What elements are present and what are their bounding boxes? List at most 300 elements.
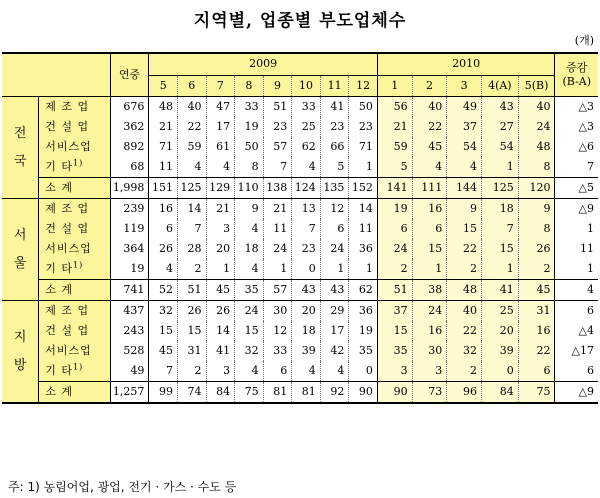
table-cell: 14 [349, 199, 378, 220]
table-cell: 57 [263, 137, 292, 157]
table-cell: 1 [349, 259, 378, 280]
table-cell: 71 [149, 137, 178, 157]
table-cell: 59 [377, 137, 412, 157]
table-cell: 4 [320, 361, 349, 382]
table-cell: 11 [349, 219, 378, 239]
table-cell: 39 [481, 341, 518, 361]
table-cell: 41 [206, 341, 235, 361]
table-cell: 24 [377, 239, 412, 259]
table-cell: 1 [206, 259, 235, 280]
table-cell: 23 [320, 117, 349, 137]
table-cell: 11 [555, 239, 598, 259]
table-cell: 15 [149, 321, 178, 341]
header-month-2009: 8 [235, 75, 264, 97]
table-cell: 151 [149, 178, 178, 199]
table-cell: 2 [447, 259, 482, 280]
table-cell: 36 [349, 239, 378, 259]
table-cell: 19 [349, 321, 378, 341]
table-cell: 99 [149, 382, 178, 404]
row-label-text: 건 설 업 [45, 222, 90, 235]
table-cell: 19 [110, 259, 149, 280]
table-cell: 21 [206, 199, 235, 220]
table-cell: 1 [481, 157, 518, 178]
table-row [2, 137, 598, 157]
table-cell: 22 [447, 239, 482, 259]
table-cell: 119 [110, 219, 149, 239]
table-cell: 75 [518, 382, 555, 404]
table-cell: 16 [518, 321, 555, 341]
table-cell: 2 [447, 361, 482, 382]
region-label [2, 97, 39, 199]
table-cell: 741 [110, 280, 149, 301]
table-cell: 31 [518, 301, 555, 322]
row-label-text: 서비스업 [45, 140, 92, 153]
table-cell: 32 [235, 341, 264, 361]
table-cell: 84 [206, 382, 235, 404]
row-label [39, 361, 110, 382]
table-cell: 51 [177, 280, 206, 301]
table-cell: 135 [320, 178, 349, 199]
table-cell: 17 [206, 117, 235, 137]
table-cell: 31 [177, 341, 206, 361]
row-label-text: 소 계 [45, 283, 73, 296]
row-label [39, 321, 110, 341]
table-cell: 8 [518, 157, 555, 178]
table-cell: 7 [292, 219, 321, 239]
table-row [2, 301, 598, 322]
table-cell: 4 [555, 280, 598, 301]
table-cell: 152 [349, 178, 378, 199]
header-row-years [2, 53, 598, 75]
table-cell: 30 [412, 341, 447, 361]
table-cell: 19 [235, 117, 264, 137]
row-label [39, 157, 110, 178]
table-cell: 9 [235, 199, 264, 220]
row-label [39, 199, 110, 220]
table-cell: 125 [481, 178, 518, 199]
table-cell: 129 [206, 178, 235, 199]
table-cell: 120 [518, 178, 555, 199]
table-cell: 138 [263, 178, 292, 199]
table-cell: 8 [518, 219, 555, 239]
table-row [2, 341, 598, 361]
header-month-2009: 11 [320, 75, 349, 97]
row-label [39, 137, 110, 157]
row-label-text: 제 조 업 [45, 202, 90, 215]
table-cell: 48 [447, 280, 482, 301]
header-month-2009: 7 [206, 75, 235, 97]
table-cell: △9 [555, 382, 598, 404]
header-month-2009: 6 [177, 75, 206, 97]
table-cell: 4 [292, 361, 321, 382]
table-cell: 1 [349, 157, 378, 178]
table-cell: 35 [349, 341, 378, 361]
table-cell: 362 [110, 117, 149, 137]
table-cell: 40 [412, 97, 447, 118]
table-row [2, 361, 598, 382]
header-month-2010: 4(A) [481, 75, 518, 97]
table-cell: 24 [263, 239, 292, 259]
table-cell: 36 [349, 301, 378, 322]
row-label-text: 서비스업 [45, 344, 92, 357]
table-cell: △4 [555, 321, 598, 341]
table-cell: 52 [149, 280, 178, 301]
table-cell: 5 [377, 157, 412, 178]
table-cell: 50 [235, 137, 264, 157]
table-cell: 892 [110, 137, 149, 157]
table-cell: 1,998 [110, 178, 149, 199]
row-label-text: 서비스업 [45, 242, 92, 255]
table-cell: 364 [110, 239, 149, 259]
table-cell: 30 [263, 301, 292, 322]
table-cell: 24 [518, 117, 555, 137]
table-row [2, 117, 598, 137]
table-cell: 26 [206, 301, 235, 322]
table-row [2, 239, 598, 259]
table-cell: 35 [235, 280, 264, 301]
table-cell: 15 [177, 321, 206, 341]
region-char: 서 [13, 227, 27, 243]
table-cell: 6 [555, 361, 598, 382]
table-cell: 9 [518, 199, 555, 220]
bankruptcy-table [2, 52, 598, 404]
table-cell: 40 [518, 97, 555, 118]
table-cell: 7 [555, 157, 598, 178]
table-cell: 4 [177, 157, 206, 178]
table-cell: 22 [177, 117, 206, 137]
table-cell: 6 [555, 301, 598, 322]
footnote: 주: 1) 농림어업, 광업, 전기 · 가스 · 수도 등 [8, 480, 237, 494]
table-cell: 16 [412, 321, 447, 341]
table-cell: 45 [149, 341, 178, 361]
table-cell: 25 [481, 301, 518, 322]
row-label [39, 382, 110, 404]
row-label-text: 건 설 업 [45, 120, 90, 133]
table-cell: 38 [412, 280, 447, 301]
region-label [2, 301, 39, 404]
table-cell: 2 [518, 259, 555, 280]
table-cell: 32 [149, 301, 178, 322]
row-label-text: 건 설 업 [45, 324, 90, 337]
table-cell: 18 [292, 321, 321, 341]
table-cell: 7 [263, 157, 292, 178]
table-cell: 4 [412, 157, 447, 178]
table-cell: 22 [447, 321, 482, 341]
row-label-text: 기 타 [45, 364, 73, 377]
header-year-2010: 2010 [377, 53, 555, 75]
table-cell: 40 [177, 97, 206, 118]
table-cell: 15 [447, 219, 482, 239]
table-cell: 1 [320, 259, 349, 280]
header-year-2009: 2009 [149, 53, 378, 75]
header-diff-line1: 증감 [566, 61, 588, 74]
table-cell: 6 [263, 361, 292, 382]
row-label [39, 239, 110, 259]
table-cell: 45 [518, 280, 555, 301]
table-cell: 4 [292, 157, 321, 178]
table-cell: 6 [149, 219, 178, 239]
table-cell: 7 [149, 361, 178, 382]
page-title: 지역별, 업종별 부도업체수 [193, 11, 407, 31]
table-cell: 48 [518, 137, 555, 157]
table-cell: 3 [206, 219, 235, 239]
table-cell: 33 [292, 97, 321, 118]
region-char: 전 [13, 125, 27, 141]
table-cell: 6 [518, 361, 555, 382]
table-cell: 20 [292, 301, 321, 322]
table-cell: 43 [320, 280, 349, 301]
header-month-2010: 3 [447, 75, 482, 97]
table-cell: 20 [206, 239, 235, 259]
table-cell: 0 [292, 259, 321, 280]
table-cell: 24 [320, 239, 349, 259]
table-cell: 3 [412, 361, 447, 382]
header-diff-line2: (B-A) [562, 75, 591, 88]
table-cell: 71 [349, 137, 378, 157]
table-cell: 12 [263, 321, 292, 341]
row-label [39, 259, 110, 280]
header-month-2009: 12 [349, 75, 378, 97]
table-cell: 42 [320, 341, 349, 361]
header-blank [2, 53, 110, 97]
table-cell: 12 [320, 199, 349, 220]
table-cell: 15 [235, 321, 264, 341]
table-cell: 41 [481, 280, 518, 301]
table-cell: 49 [447, 97, 482, 118]
table-cell: 61 [206, 137, 235, 157]
row-label [39, 280, 110, 301]
table-cell: 20 [481, 321, 518, 341]
table-cell: △3 [555, 97, 598, 118]
table-cell: 144 [447, 178, 482, 199]
table-cell: 4 [235, 361, 264, 382]
table-cell: 437 [110, 301, 149, 322]
table-cell: 74 [177, 382, 206, 404]
table-cell: 27 [481, 117, 518, 137]
table-cell: 73 [412, 382, 447, 404]
table-cell: 29 [320, 301, 349, 322]
table-cell: 75 [235, 382, 264, 404]
table-cell: 26 [177, 301, 206, 322]
header-month-2009: 5 [149, 75, 178, 97]
table-cell: 0 [349, 361, 378, 382]
table-cell: 66 [320, 137, 349, 157]
table-cell: 1 [555, 259, 598, 280]
row-label [39, 178, 110, 199]
table-cell: 111 [412, 178, 447, 199]
table-cell: 3 [206, 361, 235, 382]
table-cell: 243 [110, 321, 149, 341]
table-cell: 37 [377, 301, 412, 322]
row-label-text: 기 타 [45, 160, 73, 173]
table-cell: 1,257 [110, 382, 149, 404]
table-cell: 24 [412, 301, 447, 322]
header-month-2009: 10 [292, 75, 321, 97]
table-cell: 16 [412, 199, 447, 220]
region-char: 울 [13, 255, 27, 271]
footnote-marker: 1) [72, 260, 84, 270]
row-label [39, 301, 110, 322]
table-cell: 1 [481, 259, 518, 280]
table-row [2, 199, 598, 220]
table-cell: △5 [555, 178, 598, 199]
table-cell: 3 [377, 361, 412, 382]
unit-label: (개) [574, 34, 594, 47]
row-label-text: 기 타 [45, 262, 73, 275]
table-cell: 2 [177, 259, 206, 280]
table-cell: 62 [292, 137, 321, 157]
table-cell: 1 [412, 259, 447, 280]
header-month-2010: 5(B) [518, 75, 555, 97]
table-cell: 6 [320, 219, 349, 239]
table-cell: 68 [110, 157, 149, 178]
table-cell: 1 [555, 219, 598, 239]
table-cell: 57 [263, 280, 292, 301]
table-row [2, 97, 598, 118]
header-annual: 연중 [110, 53, 149, 97]
table-cell: 15 [377, 321, 412, 341]
table-cell: 33 [263, 341, 292, 361]
table-cell: 92 [320, 382, 349, 404]
table-cell: 22 [412, 117, 447, 137]
table-cell: 48 [149, 97, 178, 118]
table-cell: 125 [177, 178, 206, 199]
table-cell: 26 [149, 239, 178, 259]
table-cell: 4 [235, 219, 264, 239]
row-label-text: 소 계 [45, 385, 73, 398]
table-cell: 24 [235, 301, 264, 322]
table-cell: 4 [206, 157, 235, 178]
table-cell: 21 [263, 199, 292, 220]
table-cell: 21 [377, 117, 412, 137]
table-cell: 23 [263, 117, 292, 137]
table-cell: 25 [292, 117, 321, 137]
table-cell: 5 [320, 157, 349, 178]
table-row [2, 382, 598, 404]
table-cell: 11 [263, 219, 292, 239]
header-month-2010: 1 [377, 75, 412, 97]
row-label [39, 117, 110, 137]
table-cell: 15 [481, 239, 518, 259]
table-cell: 23 [349, 117, 378, 137]
table-cell: △9 [555, 199, 598, 220]
table-cell: 22 [518, 341, 555, 361]
table-cell: 40 [447, 301, 482, 322]
table-cell: 35 [377, 341, 412, 361]
table-cell: 18 [235, 239, 264, 259]
table-cell: 90 [349, 382, 378, 404]
region-char: 지 [13, 329, 27, 345]
table-cell: 51 [263, 97, 292, 118]
table-row [2, 157, 598, 178]
table-cell: 56 [377, 97, 412, 118]
table-cell: 32 [447, 341, 482, 361]
row-label-text: 소 계 [45, 181, 73, 194]
table-cell: 124 [292, 178, 321, 199]
table-cell: 33 [235, 97, 264, 118]
table-cell: 1 [263, 259, 292, 280]
table-row [2, 259, 598, 280]
table-cell: △3 [555, 117, 598, 137]
table-cell: 7 [481, 219, 518, 239]
header-month-2009: 9 [263, 75, 292, 97]
table-cell: 7 [177, 219, 206, 239]
table-cell: △17 [555, 341, 598, 361]
row-label [39, 219, 110, 239]
table-cell: 14 [206, 321, 235, 341]
row-label-text: 제 조 업 [45, 100, 90, 113]
table-cell: 26 [518, 239, 555, 259]
table-cell: 676 [110, 97, 149, 118]
table-cell: 528 [110, 341, 149, 361]
table-cell: 59 [177, 137, 206, 157]
table-cell: 6 [377, 219, 412, 239]
footnote-marker: 1) [72, 362, 84, 372]
table-cell: 49 [110, 361, 149, 382]
table-cell: 45 [206, 280, 235, 301]
table-cell: 2 [377, 259, 412, 280]
table-cell: 62 [349, 280, 378, 301]
table-cell: 0 [481, 361, 518, 382]
table-cell: 2 [177, 361, 206, 382]
table-row [2, 280, 598, 301]
table-cell: 37 [447, 117, 482, 137]
table-cell: 96 [447, 382, 482, 404]
table-cell: 14 [177, 199, 206, 220]
table-row [2, 219, 598, 239]
table-cell: 18 [481, 199, 518, 220]
table-cell: 8 [235, 157, 264, 178]
table-cell: 239 [110, 199, 149, 220]
table-cell: 54 [481, 137, 518, 157]
footnote-marker: 1) [72, 158, 84, 168]
header-month-2010: 2 [412, 75, 447, 97]
table-cell: 21 [149, 117, 178, 137]
table-cell: 39 [292, 341, 321, 361]
region-label [2, 199, 39, 301]
table-cell: 16 [149, 199, 178, 220]
table-cell: 90 [377, 382, 412, 404]
table-cell: 41 [320, 97, 349, 118]
table-cell: 50 [349, 97, 378, 118]
table-cell: 4 [235, 259, 264, 280]
table-row [2, 178, 598, 199]
table-cell: 43 [481, 97, 518, 118]
table-cell: 28 [177, 239, 206, 259]
table-cell: 11 [149, 157, 178, 178]
row-label [39, 341, 110, 361]
table-cell: 23 [292, 239, 321, 259]
table-cell: 51 [377, 280, 412, 301]
table-cell: 43 [292, 280, 321, 301]
header-diff [555, 53, 598, 97]
row-label-text: 제 조 업 [45, 304, 90, 317]
table-cell: 45 [412, 137, 447, 157]
table-cell: △6 [555, 137, 598, 157]
table-cell: 13 [292, 199, 321, 220]
row-label [39, 97, 110, 118]
table-cell: 19 [377, 199, 412, 220]
table-cell: 6 [412, 219, 447, 239]
table-cell: 9 [447, 199, 482, 220]
table-cell: 17 [320, 321, 349, 341]
table-cell: 47 [206, 97, 235, 118]
region-char: 국 [13, 153, 27, 169]
region-char: 방 [13, 357, 27, 373]
table-cell: 4 [447, 157, 482, 178]
table-cell: 81 [263, 382, 292, 404]
table-cell: 81 [292, 382, 321, 404]
